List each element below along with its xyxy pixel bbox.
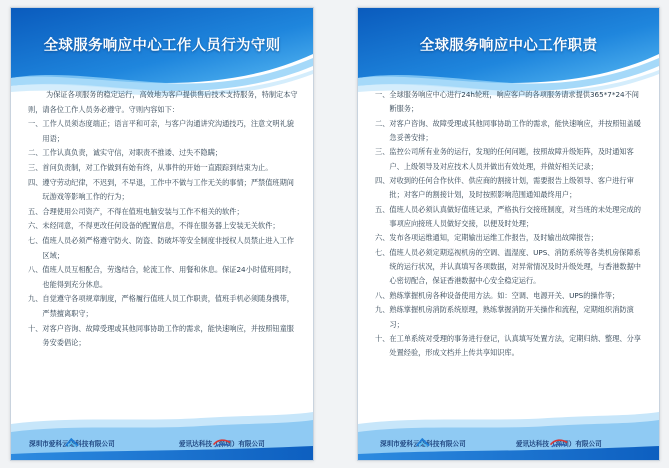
footer-wave-graphic bbox=[358, 412, 659, 460]
item-text: 值班人员必须认真做好值班记录，严格执行交接班制度，对当班的未处理完成的事项应向接班人员做好交接，以便及时处理； bbox=[389, 204, 641, 229]
list-item bbox=[375, 303, 646, 332]
item-number: 四、 bbox=[28, 177, 43, 187]
header-banner bbox=[11, 8, 313, 100]
company-logo-icon bbox=[179, 438, 265, 448]
intro-paragraph: 为保证各项服务的稳定运行，高效地为客户提供售后技术支持服务，特制定本守则，请各位工作人员务必遵守。守则内容如下： bbox=[28, 90, 298, 114]
item-number: 二、 bbox=[375, 118, 390, 128]
job-responsibilities-panel bbox=[357, 7, 660, 461]
item-number: 六、 bbox=[28, 221, 43, 231]
list-item bbox=[375, 145, 646, 174]
list-item bbox=[375, 117, 646, 146]
company-logo-icon bbox=[380, 438, 466, 448]
item-text: 在工单系统对受理的事务进行登记，认真填写处置方法，定期归纳、整理、分享处置经验，形成文档并上传共享知识库。 bbox=[389, 333, 641, 358]
item-text: 首问负责制，对工作做到有始有终，从事件的开始一直跟踪到结束为止。 bbox=[42, 162, 273, 172]
item-number: 二、 bbox=[28, 148, 43, 158]
company-name-label: 爱讯达科技（深圳）有限公司 bbox=[179, 440, 265, 448]
item-number: 七、 bbox=[28, 235, 43, 245]
content-body bbox=[28, 88, 298, 351]
company-name-2 bbox=[516, 438, 602, 448]
item-number: 三、 bbox=[28, 162, 43, 172]
list-item bbox=[375, 332, 646, 361]
content-body bbox=[375, 88, 646, 361]
item-text: 值班人员互相配合，劳逸结合，轮流工作、用餐和休息。保证24小时值班同时，也能得到充分休息。 bbox=[42, 265, 296, 289]
item-text: 对收到的任何合作伙伴、供应商的割接计划，需要报告上级领导、客户进行审批；对客户的割接计划，及时按照影响范围通知最终用户； bbox=[389, 176, 634, 200]
item-text: 对客户咨询、故障受理或其他同事协助工作的需求，能快速响应，并按照钮盖暖急妥善安排； bbox=[389, 118, 641, 143]
item-number: 十、 bbox=[375, 333, 390, 343]
item-number: 九、 bbox=[375, 305, 390, 315]
list-item bbox=[28, 234, 298, 263]
company-name-1 bbox=[29, 438, 115, 448]
item-text: 工作认真负责，诚实守信，对职责不推诿、过失不隐瞒； bbox=[42, 148, 223, 158]
company-name-2 bbox=[179, 438, 265, 448]
list-item bbox=[28, 176, 298, 205]
item-number: 四、 bbox=[375, 176, 390, 186]
footer-banner bbox=[358, 412, 659, 460]
page-title: 全球服务响应中心工作职责 bbox=[419, 38, 598, 54]
item-text: 工作人员须态度端正；语言平和可亲，与客户沟通讲究沟通技巧，注意文明礼貌用语； bbox=[42, 119, 294, 143]
list-item bbox=[28, 292, 298, 321]
item-number: 八、 bbox=[375, 290, 390, 300]
item-text: 自觉遵守各项规章制度，严格履行值班人员工作职责，值班手机必须随身携带，严禁擅离职守； bbox=[42, 294, 294, 318]
list-item bbox=[28, 117, 298, 146]
company-name-1 bbox=[380, 438, 466, 448]
list-item bbox=[375, 246, 646, 289]
list-item bbox=[375, 289, 646, 303]
item-number: 五、 bbox=[375, 204, 390, 214]
item-text: 发布各项运维通知，定期输出运维工作报告，及时输出故障报告； bbox=[389, 233, 598, 243]
item-text: 熟练掌握机房消防系统原理，熟练掌握消防开关操作和流程，定期组织消防演习； bbox=[389, 305, 634, 329]
item-text: 对客户咨询、故障受理或其他同事协助工作的需求，能快速响应，并按照钮童服务安委倡论； bbox=[42, 323, 294, 348]
list-item bbox=[28, 161, 298, 176]
item-text: 熟练掌握机房各种设备使用方法。如：空调、电源开关、UPS的操作等； bbox=[389, 290, 620, 300]
item-number: 五、 bbox=[28, 206, 43, 216]
item-text: 监控公司所有业务的运行，发现的任何问题，按照故障升级矩阵，及时通知客户、上级领导及对应技术人员并做出有效处理，并做好相关记录； bbox=[389, 147, 634, 171]
list-item bbox=[375, 231, 646, 245]
item-text: 合理使用公司资产，不得在值班电脑安装与工作不相关的软件； bbox=[42, 206, 244, 216]
footer-wave-graphic bbox=[11, 412, 313, 460]
company-name-label: 深圳市爱科云通科技有限公司 bbox=[380, 440, 466, 448]
company-name-label: 深圳市爱科云通科技有限公司 bbox=[29, 440, 115, 448]
list-item bbox=[28, 205, 298, 220]
item-text: 未经同意，不得更改任何设备的配置信息，不得在服务器上安装无关软件； bbox=[42, 221, 280, 231]
list-item bbox=[28, 263, 298, 292]
list-item bbox=[375, 174, 646, 203]
list-item bbox=[28, 219, 298, 234]
company-logo-icon bbox=[516, 438, 602, 448]
item-number: 九、 bbox=[28, 294, 43, 304]
item-text: 值班人员必须严格遵守防火、防盗、防破坏等安全制度非授权人员禁止进入工作区域； bbox=[42, 235, 294, 260]
list-item bbox=[375, 203, 646, 232]
code-of-conduct-panel bbox=[10, 7, 314, 461]
item-text: 值班人员必须定期巡视机房的空调、温湿度、UPS、消防系统等各类机房保障系统的运行状况，并认真填写各项数据，对异常情况及时升级处理，与香港数据中心密切配合，保证香港数据中心安全稳定运行。 bbox=[389, 247, 641, 286]
item-number: 十、 bbox=[28, 323, 43, 333]
list-item bbox=[28, 322, 298, 351]
item-number: 三、 bbox=[375, 147, 390, 157]
item-text: 遵守劳动纪律，不迟到，不早退，工作中不做与工作无关的事情；严禁值班期间玩游戏等影响工作的行为； bbox=[42, 177, 294, 202]
item-text: 全球服务响应中心进行24h轮班，响应客户的各项服务请求提供365*7*24不间断服务； bbox=[389, 90, 639, 114]
company-name-label: 爱讯达科技（深圳）有限公司 bbox=[516, 440, 602, 448]
company-logo-icon bbox=[29, 438, 115, 448]
header-banner bbox=[358, 8, 659, 100]
item-number: 六、 bbox=[375, 233, 390, 243]
item-number: 一、 bbox=[375, 90, 390, 99]
page-title: 全球服务响应中心工作人员行为守则 bbox=[43, 38, 281, 54]
list-item bbox=[375, 88, 646, 117]
list-item bbox=[28, 146, 298, 161]
item-number: 七、 bbox=[375, 247, 390, 257]
footer-banner bbox=[11, 412, 313, 460]
item-number: 一、 bbox=[28, 119, 43, 129]
item-number: 八、 bbox=[28, 265, 43, 275]
